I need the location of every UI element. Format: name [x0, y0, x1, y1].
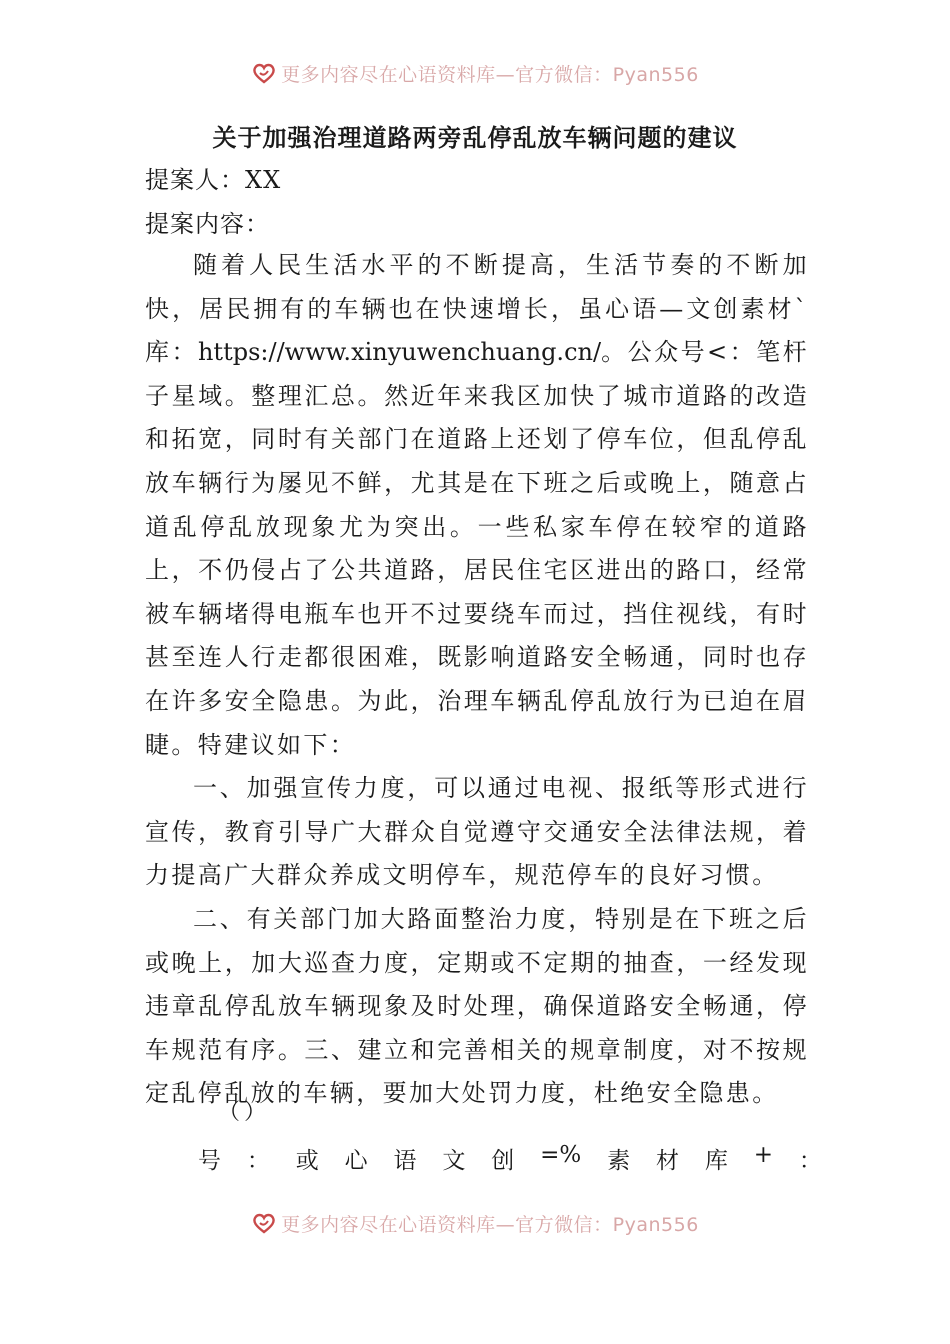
footer-char: 材 [656, 1148, 680, 1174]
footer-char: 心 [344, 1148, 368, 1174]
footer-char: + [753, 1142, 774, 1168]
paragraph-suggestion-one: 一、加强宣传力度，可以通过电视、报纸等形式进行宣传，教育引导广大群众自觉遵守交通安全法律法规，着力提高广大群众养成文明停车，规范停车的良好习惯。 [145, 774, 809, 890]
heart-logo-icon [251, 1210, 277, 1236]
paragraph-text: 。公众号<：笔杆子星域。整理汇总。然近年来我区加快了城市道路的改造和拓宽，同时有关部门在道路上还划了停车位，但乱停乱放车辆行为屡见不鲜，尤其是在下班之后或晚上，随意占道乱停乱放现象尤为突出。一些私家车停在较窄的道路上，不仍侵占了公共道路，居民住宅区进出的路口，经常被车辆堵得电瓶车也开不过要绕车而过，挡住视线，有时甚至连人行走都很困难，既影响道路安全畅通，同时也存在许多安全隐患。为此，治理车辆乱停乱放行为已迫在眉睫。特建议如下： [145, 338, 809, 759]
footer-char: 文 [442, 1148, 466, 1174]
footer-char: 库 [704, 1148, 728, 1174]
paragraph-suggestion-two-three: 二、有关部门加大路面整治力度，特别是在下班之后或晚上，加大巡查力度，定期或不定期的抽查，一经发现违章乱停乱放车辆现象及时处理，确保道路安全畅通，停车规范有序。三、建立和完善相关的规章制度，对不按规定乱停乱放的车辆，要加大处罚力度，杜绝安全隐患。 [145, 904, 809, 1108]
watermark-text: 更多内容尽在心语资料库—官方微信：Pyan556 [281, 1213, 699, 1236]
footer-char: 号 [198, 1148, 221, 1174]
watermark-text: 更多内容尽在心语资料库—官方微信：Pyan556 [281, 63, 699, 86]
document-body [145, 244, 809, 1116]
footer-char: ： [246, 1148, 270, 1174]
document-title: 关于加强治理道路两旁乱停乱放车辆问题的建议 [212, 123, 738, 152]
footer-char: 创 [491, 1148, 515, 1174]
empty-parentheses: （） [218, 1100, 271, 1125]
heart-logo-icon [251, 60, 277, 86]
footer-char: ： [798, 1148, 822, 1174]
paragraph-background [145, 244, 809, 767]
footer-char: =% [540, 1142, 582, 1168]
paragraph-text: 随着人民生活水平的不断提高，生活节奏的不断加快，居民拥有的车辆也在快速增长，虽心语—文创素材`库： [145, 251, 809, 367]
footer-char: 素 [607, 1148, 631, 1174]
website-url: https://www.xinyuwenchuang.cn/ [197, 338, 602, 367]
scattered-footer-line [198, 1142, 822, 1175]
watermark-footer [0, 1208, 950, 1238]
watermark-header [0, 58, 950, 88]
footer-char: 或 [295, 1148, 319, 1174]
content-label: 提案内容： [145, 210, 270, 238]
footer-char: 语 [393, 1148, 417, 1174]
proposer-line: 提案人：XX [145, 166, 282, 194]
